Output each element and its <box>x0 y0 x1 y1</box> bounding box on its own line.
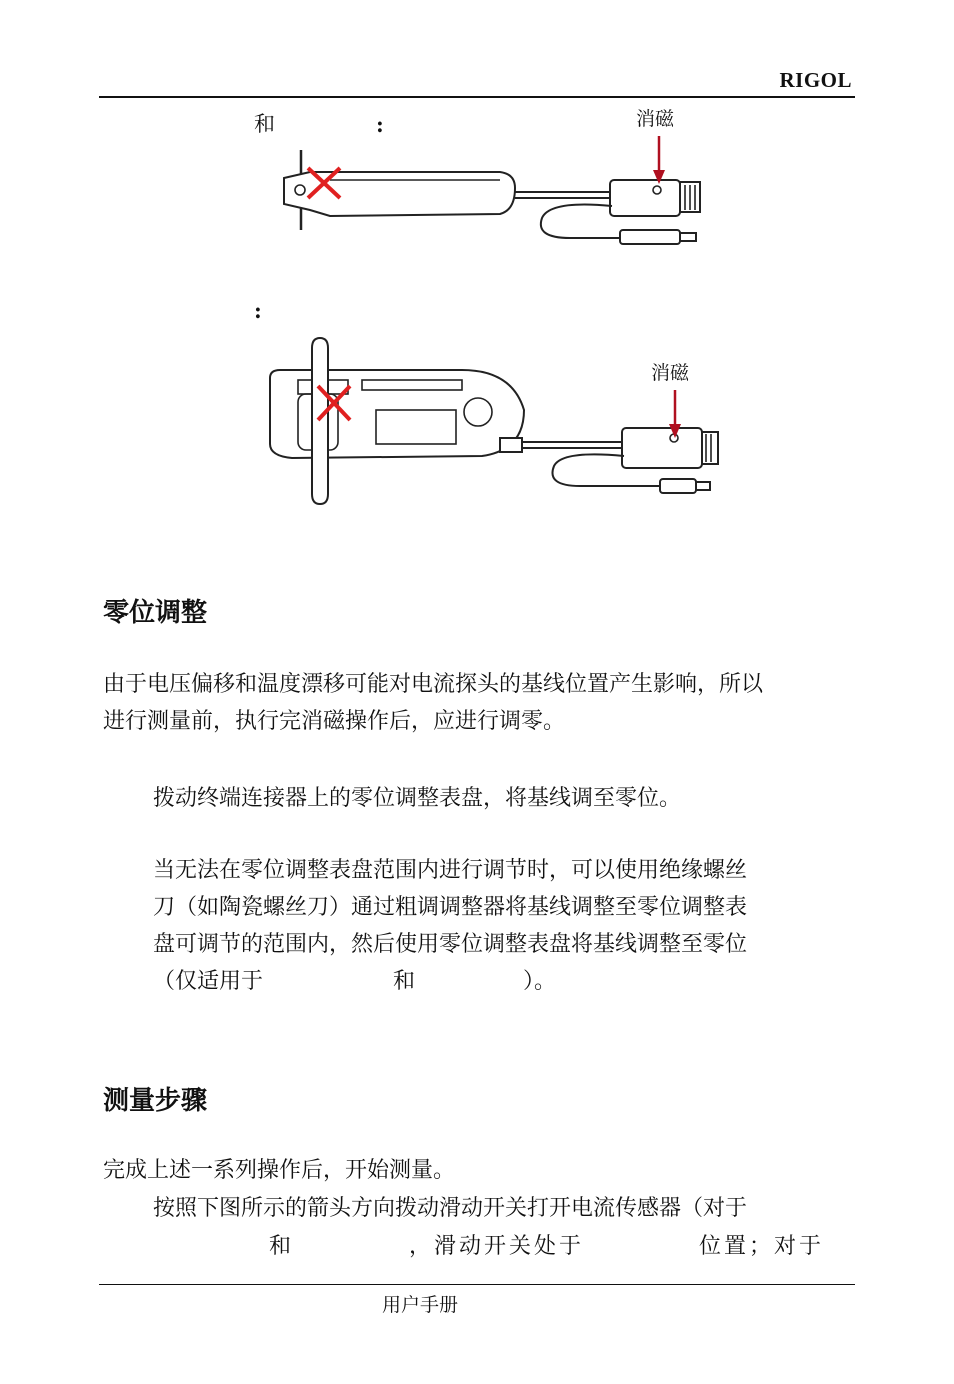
power-plug <box>660 479 696 493</box>
zero-step2-last-line <box>153 963 747 1000</box>
zero-step2-open: （仅适用于 <box>153 969 264 994</box>
figure1-caption-colon: : <box>376 112 384 137</box>
conductor-bar <box>312 338 328 504</box>
power-plug <box>620 230 680 244</box>
header-rule <box>99 96 855 98</box>
figure1-caption-and: 和 <box>254 112 275 136</box>
zero-intro-line: 进行测量前，执行完消磁操作后，应进行调零。 <box>103 709 566 734</box>
measure-intro: 完成上述一系列操作后，开始测量。 <box>103 1158 456 1183</box>
figure2-degauss-label: 消磁 <box>651 362 690 384</box>
footer-text: 用户手册 <box>382 1294 459 1316</box>
power-cable <box>541 205 620 239</box>
figure2-probe-illustration <box>262 334 732 514</box>
zero-step2-line: 当无法在零位调整表盘范围内进行调节时，可以使用绝缘螺丝 <box>153 858 748 883</box>
section-title-zero-adjust: 零位调整 <box>103 598 208 628</box>
zero-step2 <box>153 852 747 1000</box>
zero-step1: 拨动终端连接器上的零位调整表盘，将基线调至零位。 <box>153 786 682 811</box>
zero-intro-line: 由于电压偏移和温度漂移可能对电流探头的基线位置产生影响，所以 <box>103 672 764 697</box>
figure1-degauss-label: 消磁 <box>636 108 675 130</box>
figure2-caption-colon: : <box>254 298 262 323</box>
zero-step2-line: 刀（如陶瓷螺丝刀）通过粗调调整器将基线调整至零位调整表 <box>153 895 748 920</box>
measure-step1-line1: 按照下图所示的箭头方向拨动滑动开关打开电流传感器（对于 <box>153 1196 748 1221</box>
zero-intro-paragraph <box>103 666 763 740</box>
zero-step2-and: 和 <box>393 969 416 994</box>
footer-rule <box>99 1284 855 1285</box>
measure-step1-line2 <box>153 1228 835 1265</box>
figure1-callout-arrow <box>650 136 670 186</box>
brand-logo: RIGOL <box>779 68 852 92</box>
figure2-callout-arrow <box>666 390 686 440</box>
section-title-measure-steps: 测量步骤 <box>103 1086 208 1116</box>
zero-step2-line: 盘可调节的范围内，然后使用零位调整表盘将基线调整至零位 <box>153 932 748 957</box>
measure-step1-mid: ，滑动开关处于 <box>409 1234 585 1259</box>
zero-step2-close: ）。 <box>523 969 557 994</box>
measure-step1-end: 位置；对于 <box>699 1234 825 1259</box>
measure-step1-and: 和 <box>269 1234 292 1259</box>
terminal-connector <box>622 428 702 468</box>
